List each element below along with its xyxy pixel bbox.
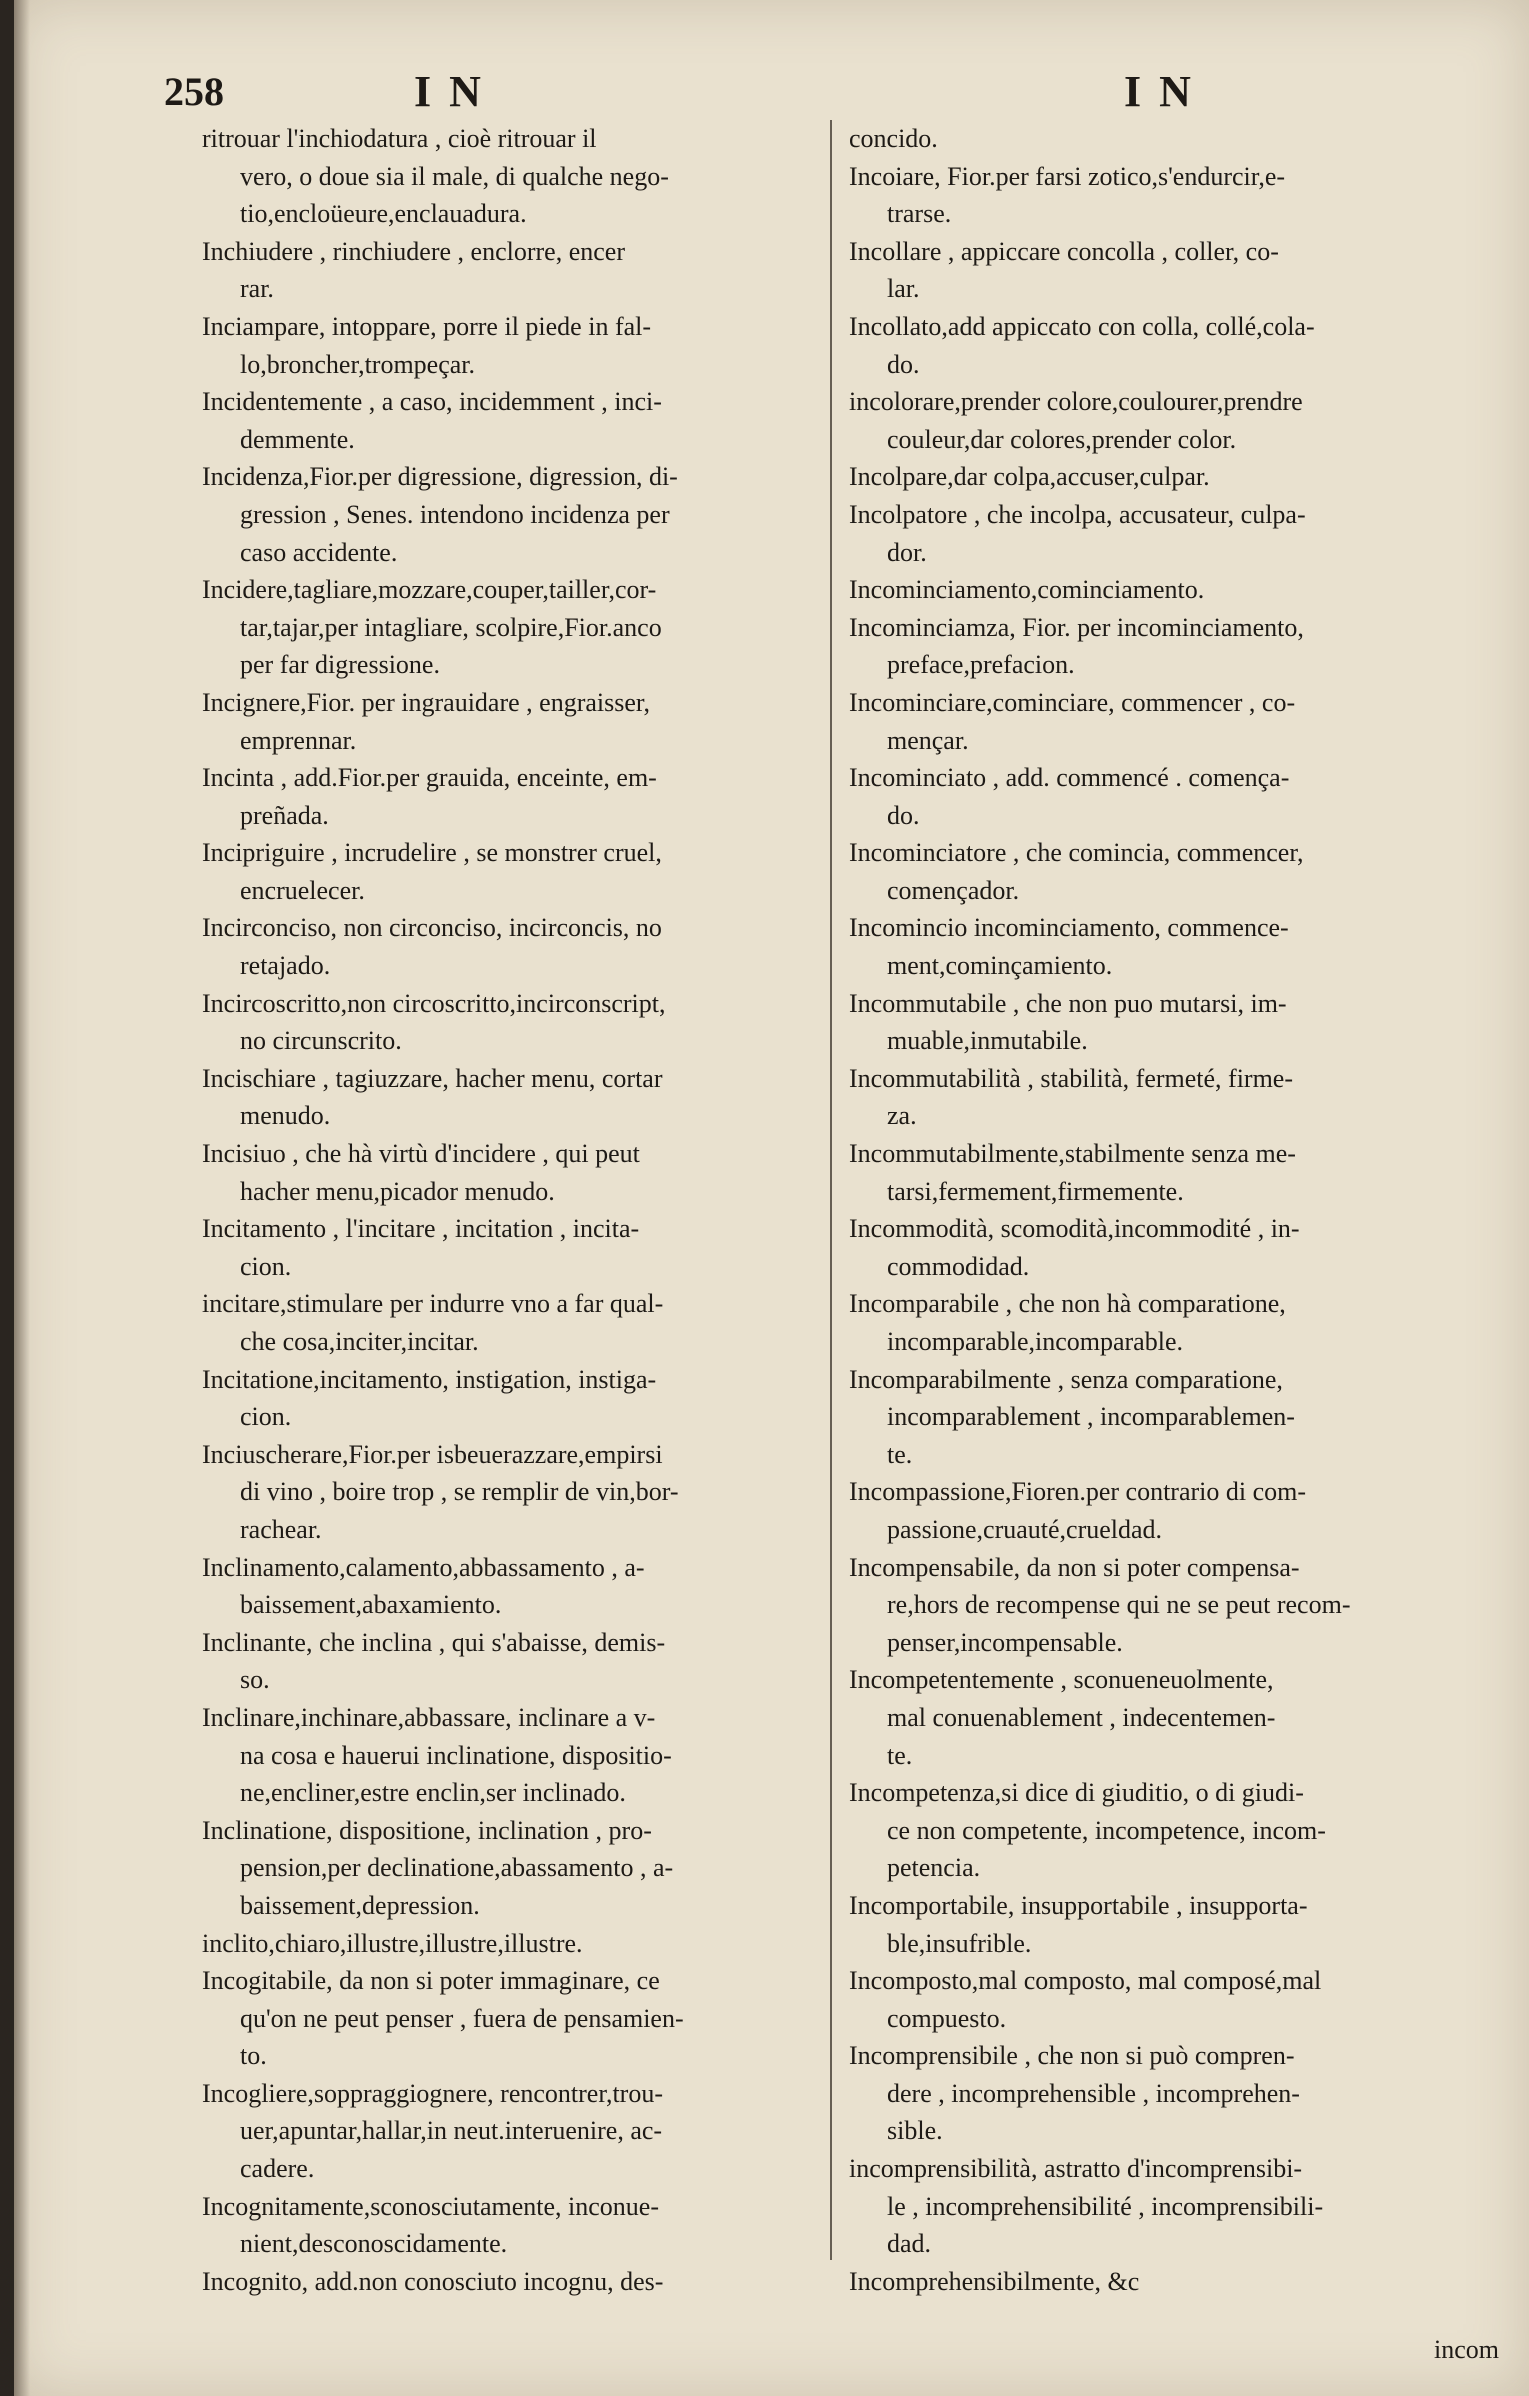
entry-continuation: encruelecer. [240, 875, 365, 905]
entry-headline: Inclinare,inchinare,abbassare, inclinare a v- [202, 1702, 656, 1732]
entry-headline: Incolpatore , che incolpa, accusateur, culpa- [849, 499, 1306, 529]
entry-continuation: menudo. [240, 1101, 331, 1131]
entry-headline: Inclinante, che inclina , qui s'abaisse, demis- [202, 1627, 666, 1657]
dictionary-entry [849, 120, 1489, 158]
entry-headline: Inclinatione, dispositione, inclination , pro- [202, 1815, 652, 1845]
entry-continuation: incomparable,incomparable. [887, 1327, 1183, 1356]
catchword: incom [1434, 2335, 1499, 2364]
entry-headline: Incomparabilmente , senza comparatione, [849, 1364, 1283, 1394]
dictionary-entry [849, 909, 1489, 984]
entry-continuation: lo,broncher,trompeçar. [240, 349, 476, 379]
dictionary-entry [849, 383, 1489, 458]
dictionary-entry [849, 1661, 1489, 1774]
dictionary-entry [849, 1887, 1489, 1962]
dictionary-entry [849, 1060, 1489, 1135]
entry-headline: Incognito, add.non conosciuto incognu, des- [202, 2266, 664, 2296]
entry-headline: Incominciamza, Fior. per incominciamento, [849, 612, 1304, 642]
dictionary-entry [849, 233, 1489, 308]
binding-shadow [14, 0, 30, 2396]
dictionary-entry [202, 2263, 842, 2301]
entry-continuation: re,hors de recompense qui ne se peut recom- [887, 1590, 1351, 1620]
dictionary-entry [202, 985, 842, 1060]
entry-continuation: le , incomprehensibilité , incomprensibili- [887, 2191, 1324, 2221]
entry-headline: Inciampare, intoppare, porre il piede in fal- [202, 311, 652, 341]
entry-headline: Incogitabile, da non si poter immaginare, ce [202, 1966, 660, 1996]
dictionary-entry [202, 1210, 842, 1285]
entry-continuation: gression , Senes. intendono incidenza per [240, 499, 670, 529]
entry-headline: Incomincio incominciamento, commence- [849, 913, 1289, 943]
entry-continuation: vero, o doue sia il male, di qualche nego- [240, 161, 669, 191]
entry-continuation: mal conuenablement , indecentemen- [887, 1702, 1276, 1732]
dictionary-entry [849, 684, 1489, 759]
entry-headline: Incommutabile , che non puo mutarsi, im- [849, 988, 1287, 1018]
entry-continuation: za. [887, 1101, 917, 1131]
entry-continuation: hacher menu,picador menudo. [240, 1176, 555, 1206]
entry-headline: incolorare,prender colore,coulourer,prendre [849, 387, 1303, 417]
entry-headline: Incomprensibile , che non si può compren- [849, 2041, 1295, 2071]
entry-headline: Incoiare, Fior.per farsi zotico,s'endurcir,e- [849, 161, 1286, 191]
entry-headline: Inchiudere , rinchiudere , enclorre, encer [202, 236, 625, 266]
entry-continuation: penser,incompensable. [887, 1627, 1123, 1657]
dictionary-entry [849, 496, 1489, 571]
entry-headline: Incompensabile, da non si poter compensa- [849, 1552, 1300, 1582]
entry-continuation: dad. [887, 2229, 932, 2259]
dictionary-entry [849, 1774, 1489, 1887]
entry-continuation: to. [240, 2041, 267, 2071]
dictionary-entry [849, 759, 1489, 834]
entry-continuation: dere , incomprehensible , incomprehen- [887, 2078, 1300, 2108]
dictionary-entry [849, 2150, 1489, 2263]
right-column [849, 120, 1489, 2300]
entry-headline: Incidenza,Fior.per digressione, digression, di- [202, 462, 678, 492]
entry-continuation: cion. [240, 1251, 292, 1281]
entry-headline: Incinta , add.Fior.per grauida, enceinte, em- [202, 763, 657, 793]
dictionary-entry [202, 458, 842, 571]
entry-headline: Incipriguire , incrudelire , se monstrer cruel, [202, 838, 662, 868]
dictionary-entry [202, 1361, 842, 1436]
entry-headline: Incomprehensibilmente, &c [849, 2266, 1140, 2296]
entry-headline: Incommutabilmente,stabilmente senza me- [849, 1139, 1296, 1169]
dictionary-entry [202, 1925, 842, 1963]
dictionary-entry [849, 1285, 1489, 1360]
dictionary-entry [849, 834, 1489, 909]
entry-continuation: emprennar. [240, 725, 357, 755]
entry-continuation: so. [240, 1665, 270, 1695]
entry-headline: Incignere,Fior. per ingrauidare , engraisser, [202, 687, 651, 717]
entry-headline: ritrouar l'inchiodatura , cioè ritrouar il [202, 124, 597, 153]
dictionary-entry [202, 834, 842, 909]
entry-headline: Incominciatore , che comincia, commencer, [849, 838, 1304, 868]
dictionary-entry [202, 684, 842, 759]
entry-headline: Incischiare , tagiuzzare, hacher menu, cortar [202, 1063, 663, 1093]
entry-continuation: mençar. [887, 725, 969, 755]
entry-headline: Incollare , appiccare concolla , coller, co- [849, 236, 1279, 266]
dictionary-entry [202, 383, 842, 458]
entry-continuation: dor. [887, 537, 927, 567]
entry-continuation: cion. [240, 1402, 292, 1432]
entry-continuation: do. [887, 349, 920, 379]
page-number: 258 [164, 69, 224, 114]
dictionary-entry [849, 985, 1489, 1060]
entry-headline: Incominciato , add. commencé . comença- [849, 763, 1290, 793]
entry-continuation: ment,cominçamiento. [887, 951, 1113, 981]
entry-continuation: demmente. [240, 424, 355, 454]
entry-headline: Incommutabilità , stabilità, fermeté, firme- [849, 1063, 1294, 1093]
entry-continuation: passione,cruauté,crueldad. [887, 1514, 1163, 1544]
running-head-right: IN [1124, 67, 1209, 116]
entry-headline: inclito,chiaro,illustre,illustre,illustre. [202, 1928, 583, 1958]
entry-continuation: tarsi,fermement,firmemente. [887, 1176, 1184, 1206]
dictionary-entry [849, 458, 1489, 496]
entry-headline: Incompetenza,si dice di giuditio, o di giudi- [849, 1778, 1304, 1808]
entry-continuation: retajado. [240, 951, 331, 981]
entry-headline: Incommodità, scomodità,incommodité , in- [849, 1214, 1300, 1244]
entry-headline: Incognitamente,sconosciutamente, inconue- [202, 2191, 660, 2221]
entry-continuation: lar. [887, 274, 920, 304]
entry-continuation: compuesto. [887, 2003, 1007, 2033]
entry-continuation: ne,encliner,estre enclin,ser inclinado. [240, 1778, 626, 1808]
entry-headline: Incitamento , l'incitare , incitation , incita- [202, 1214, 640, 1244]
entry-continuation: baissement,depression. [240, 1890, 480, 1920]
entry-continuation: nient,desconoscidamente. [240, 2229, 508, 2259]
entry-continuation: tio,encloüeure,enclauadura. [240, 199, 527, 229]
left-column [202, 120, 842, 2300]
entry-headline: Incompetentemente , sconueneuolmente, [849, 1665, 1274, 1695]
entry-continuation: couleur,dar colores,prender color. [887, 424, 1237, 454]
entry-continuation: di vino , boire trop , se remplir de vin,bor- [240, 1477, 679, 1507]
dictionary-entry [202, 759, 842, 834]
running-head-left: IN [414, 67, 499, 116]
column-rule [830, 120, 832, 2260]
entry-headline: incomprensibilità, astratto d'incomprensibi- [849, 2154, 1303, 2184]
entry-continuation: te. [887, 1740, 913, 1770]
entry-headline: Incollato,add appiccato con colla, collé,cola- [849, 311, 1315, 341]
entry-continuation: començador. [887, 875, 1020, 905]
entry-headline: Incomposto,mal composto, mal composé,mal [849, 1966, 1322, 1996]
entry-continuation: na cosa e hauerui inclinatione, dispositio- [240, 1740, 672, 1770]
entry-continuation: ble,insufrible. [887, 1928, 1032, 1958]
entry-headline: Incidentemente , a caso, incidemment , inci- [202, 387, 662, 417]
entry-continuation: per far digressione. [240, 650, 440, 680]
entry-continuation: sible. [887, 2116, 943, 2146]
dictionary-entry [202, 233, 842, 308]
entry-continuation: baissement,abaxamiento. [240, 1590, 502, 1620]
dictionary-entry [202, 571, 842, 684]
entry-headline: Incompassione,Fioren.per contrario di com- [849, 1477, 1307, 1507]
entry-continuation: pension,per declinatione,abassamento , a- [240, 1853, 674, 1883]
dictionary-entry [202, 1812, 842, 1925]
entry-continuation: muable,inmutabile. [887, 1026, 1088, 1056]
dictionary-entry [202, 1699, 842, 1812]
dictionary-entry [849, 308, 1489, 383]
entry-continuation: no circunscrito. [240, 1026, 402, 1056]
entry-headline: incitare,stimulare per indurre vno a far qual- [202, 1289, 664, 1319]
dictionary-entry [849, 2263, 1489, 2301]
entry-continuation: rachear. [240, 1514, 322, 1544]
dictionary-entry [849, 1549, 1489, 1662]
dictionary-entry [202, 120, 842, 233]
entry-continuation: te. [887, 1439, 913, 1469]
dictionary-entry [849, 1473, 1489, 1548]
dictionary-entry [849, 2037, 1489, 2150]
entry-headline: Incitatione,incitamento, instigation, instiga- [202, 1364, 657, 1394]
entry-continuation: trarse. [887, 199, 952, 229]
dictionary-entry [202, 1624, 842, 1699]
dictionary-entry [849, 1962, 1489, 2037]
entry-headline: concido. [849, 124, 938, 153]
entry-headline: Incominciare,cominciare, commencer , co- [849, 687, 1296, 717]
dictionary-entry [849, 571, 1489, 609]
entry-continuation: tar,tajar,per intagliare, scolpire,Fior.anco [240, 612, 662, 642]
page-header [14, 62, 1529, 122]
entry-headline: Inclinamento,calamento,abbassamento , a- [202, 1552, 645, 1582]
entry-headline: Incircoscritto,non circoscritto,incirconscript, [202, 988, 666, 1018]
entry-headline: Incidere,tagliare,mozzare,couper,tailler,cor- [202, 575, 657, 605]
dictionary-entry [202, 1135, 842, 1210]
entry-continuation: qu'on ne peut penser , fuera de pensamien- [240, 2003, 684, 2033]
entry-headline: Incirconciso, non circonciso, incirconcis, no [202, 913, 662, 943]
dictionary-entry [849, 1135, 1489, 1210]
dictionary-entry [849, 1361, 1489, 1474]
entry-continuation: commodidad. [887, 1251, 1030, 1281]
entry-continuation: do. [887, 800, 920, 830]
entry-headline: Incomportabile, insupportabile , insupporta- [849, 1890, 1308, 1920]
dictionary-entry [849, 609, 1489, 684]
dictionary-entry [202, 2075, 842, 2188]
dictionary-entry [202, 1060, 842, 1135]
entry-continuation: incomparablement , incomparablemen- [887, 1402, 1295, 1432]
entry-headline: Incomparabile , che non hà comparatione, [849, 1289, 1286, 1319]
entry-headline: Incisiuo , che hà virtù d'incidere , qui peut [202, 1139, 640, 1169]
entry-continuation: cadere. [240, 2154, 315, 2184]
entry-continuation: uer,apuntar,hallar,in neut.interuenire, ac- [240, 2116, 663, 2146]
entry-continuation: che cosa,inciter,incitar. [240, 1327, 479, 1356]
dictionary-entry [202, 909, 842, 984]
dictionary-entry [202, 1285, 842, 1360]
entry-headline: Inciuscherare,Fior.per isbeuerazzare,empirsi [202, 1439, 663, 1469]
dictionary-entry [849, 158, 1489, 233]
dictionary-entry [202, 1549, 842, 1624]
entry-headline: Incolpare,dar colpa,accuser,culpar. [849, 462, 1210, 492]
dictionary-entry [202, 308, 842, 383]
entry-continuation: caso accidente. [240, 537, 398, 567]
entry-continuation: ce non competente, incompetence, incom- [887, 1815, 1326, 1845]
dictionary-entry [849, 1210, 1489, 1285]
entry-headline: Incominciamento,cominciamento. [849, 575, 1205, 605]
entry-headline: Incogliere,soppraggiognere, rencontrer,trou- [202, 2078, 663, 2108]
entry-continuation: rar. [240, 274, 274, 304]
dictionary-entry [202, 1436, 842, 1549]
dictionary-entry [202, 1962, 842, 2075]
entry-continuation: preñada. [240, 800, 329, 830]
entry-continuation: petencia. [887, 1853, 981, 1883]
dictionary-page [14, 0, 1529, 2396]
dictionary-entry [202, 2188, 842, 2263]
entry-continuation: preface,prefacion. [887, 650, 1075, 680]
